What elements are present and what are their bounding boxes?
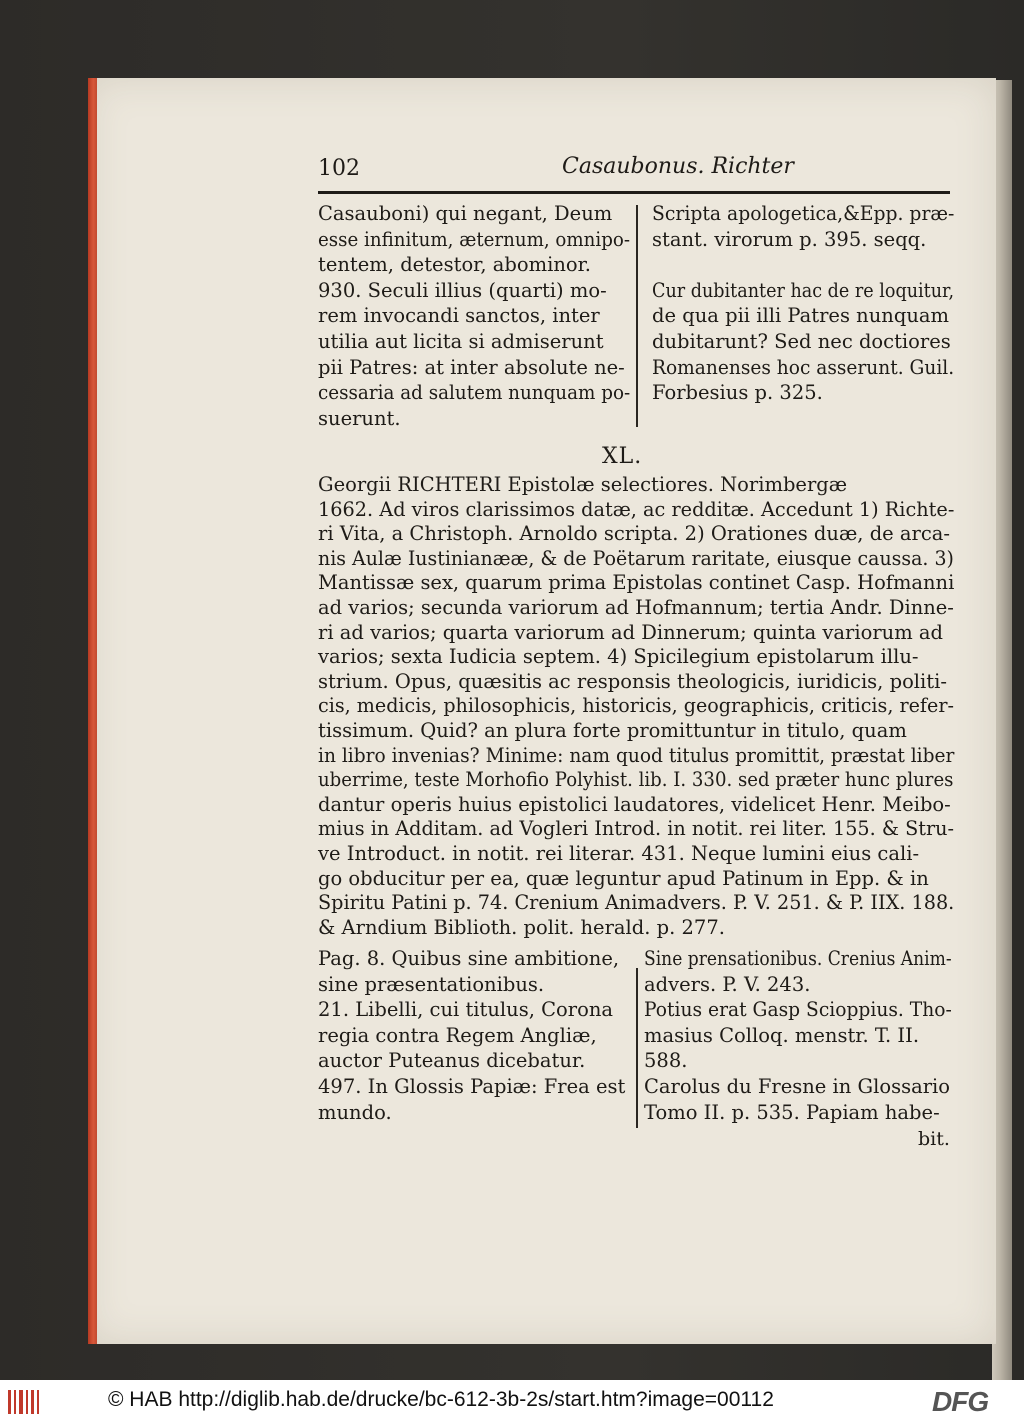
section-body-line: ri Vita, a Christoph. Arnoldo scripta. 2) Orationes duæ, de arca- bbox=[318, 522, 950, 546]
notes-left-line: auctor Puteanus dicebatur. bbox=[318, 1049, 586, 1073]
top-left-line: utilia aut licita si admiserunt bbox=[318, 330, 604, 353]
section-body-line: Spiritu Patini p. 74. Crenium Animadvers. P. V. 251. & P. IIX. 188. bbox=[318, 891, 955, 915]
top-right-line: Scripta apologetica,&Epp. præ- bbox=[652, 202, 955, 225]
barcode-logo-icon bbox=[6, 1386, 42, 1418]
section-body-line: Georgii RICHTERI Epistolæ selectiores. Norimbergæ bbox=[318, 473, 848, 496]
notes-right-line: Potius erat Gasp Scioppius. Tho- bbox=[644, 998, 952, 1022]
section-body-line: dantur operis huius epistolici laudatores, videlicet Henr. Meibo- bbox=[318, 792, 951, 816]
running-title: Casaubonus. Richter bbox=[562, 154, 794, 179]
top-left-line: tentem, detestor, abominor. bbox=[318, 253, 592, 277]
section-body-line: cis, medicis, philosophicis, historicis, geographicis, criticis, refer- bbox=[318, 694, 954, 718]
section-body-line: ri ad varios; quarta variorum ad Dinnerum; quinta variorum ad bbox=[318, 620, 944, 644]
section-body-line: varios; sexta Iudicia septem. 4) Spicilegium epistolarum illu- bbox=[318, 645, 919, 669]
section-body-line: ad varios; secunda variorum ad Hofmannum; tertia Andr. Dinne- bbox=[318, 596, 954, 619]
notes-right-line: advers. P. V. 243. bbox=[644, 972, 811, 996]
top-right-line: Cur dubitanter hac de re loquitur, bbox=[652, 278, 955, 302]
notes-right-line: Tomo II. p. 535. Papiam habe- bbox=[644, 1100, 940, 1124]
top-right-line: Romanenses hoc asserunt. Guil. bbox=[652, 355, 955, 379]
section-body-line: strium. Opus, quæsitis ac responsis theologicis, iuridicis, politi- bbox=[318, 669, 947, 693]
header-rule bbox=[318, 191, 950, 194]
column-divider-top bbox=[636, 205, 638, 427]
notes-right-line: 588. bbox=[644, 1049, 688, 1073]
top-left-line: 930. Seculi illius (quarti) mo- bbox=[318, 278, 607, 302]
section-heading: XL. bbox=[602, 444, 643, 469]
section-body-line: 1662. Ad viros clarissimos datæ, ac redditæ. Accedunt 1) Richte- bbox=[318, 497, 955, 521]
top-left-line: esse infinitum, æternum, omnipo- bbox=[318, 227, 630, 251]
top-left-line: rem invocandi sanctos, inter bbox=[318, 304, 600, 328]
page-header bbox=[318, 152, 958, 186]
section-body-line: uberrime, teste Morhofio Polyhist. lib. I. 330. sed præter hunc plures bbox=[318, 768, 954, 792]
catchword: bit. bbox=[918, 1128, 950, 1150]
section-body-line: in libro invenias? Minime: nam quod titulus promittit, præstat liber bbox=[318, 743, 955, 767]
notes-left-line: regia contra Regem Angliæ, bbox=[318, 1023, 597, 1047]
dfg-logo: DFG bbox=[932, 1386, 989, 1417]
notes-left-line: 497. In Glossis Papiæ: Frea est bbox=[318, 1075, 626, 1098]
top-left-line: cessaria ad salutem nunquam po- bbox=[318, 381, 631, 405]
footer-copyright-url[interactable]: © HAB http://diglib.hab.de/drucke/bc-612-3b-2s/start.htm?image=00112 bbox=[108, 1388, 774, 1411]
section-body-line: go obducitur per ea, quæ leguntur apud Patinum in Epp. & in bbox=[318, 866, 929, 890]
section-body-line: ve Introduct. in notit. rei literar. 431. Neque lumini eius cali- bbox=[318, 842, 920, 865]
top-left-line: suerunt. bbox=[318, 406, 401, 430]
top-right-line: stant. virorum p. 395. seqq. bbox=[652, 227, 927, 251]
top-right-line: dubitarunt? Sed nec doctiores bbox=[652, 330, 951, 353]
top-right-line: de qua pii illi Patres nunquam bbox=[652, 304, 949, 328]
section-body-line: tissimum. Quid? an plura forte promittuntur in titulo, quam bbox=[318, 719, 907, 742]
section-body-line: Mantissæ sex, quarum prima Epistolas continet Casp. Hofmanni bbox=[318, 571, 955, 595]
section-body-line: & Arndium Biblioth. polit. herald. p. 277. bbox=[318, 915, 725, 939]
notes-right-line: Carolus du Fresne in Glossario bbox=[644, 1075, 951, 1098]
notes-left-line: sine præsentationibus. bbox=[318, 972, 545, 996]
notes-right-line: masius Colloq. menstr. T. II. bbox=[644, 1023, 920, 1047]
notes-left-line: Pag. 8. Quibus sine ambitione, bbox=[318, 947, 620, 970]
notes-left-line: 21. Libelli, cui titulus, Corona bbox=[318, 998, 614, 1022]
section-body-line: nis Aulæ Iustinianææ, & de Poëtarum raritate, eiusque caussa. 3) bbox=[318, 546, 954, 570]
column-divider-notes bbox=[636, 968, 638, 1128]
footer-bar bbox=[0, 1380, 1024, 1425]
top-left-line: Casauboni) qui negant, Deum bbox=[318, 202, 613, 225]
notes-left-line: mundo. bbox=[318, 1100, 392, 1124]
top-right-line: Forbesius p. 325. bbox=[652, 381, 823, 405]
section-body-line: mius in Additam. ad Vogleri Introd. in notit. rei liter. 155. & Stru- bbox=[318, 817, 954, 841]
red-page-edge bbox=[88, 78, 97, 1344]
top-left-line: pii Patres: at inter absolute ne- bbox=[318, 355, 625, 379]
page-number: 102 bbox=[318, 156, 360, 181]
notes-right-line: Sine prensationibus. Crenius Anim- bbox=[644, 947, 952, 970]
